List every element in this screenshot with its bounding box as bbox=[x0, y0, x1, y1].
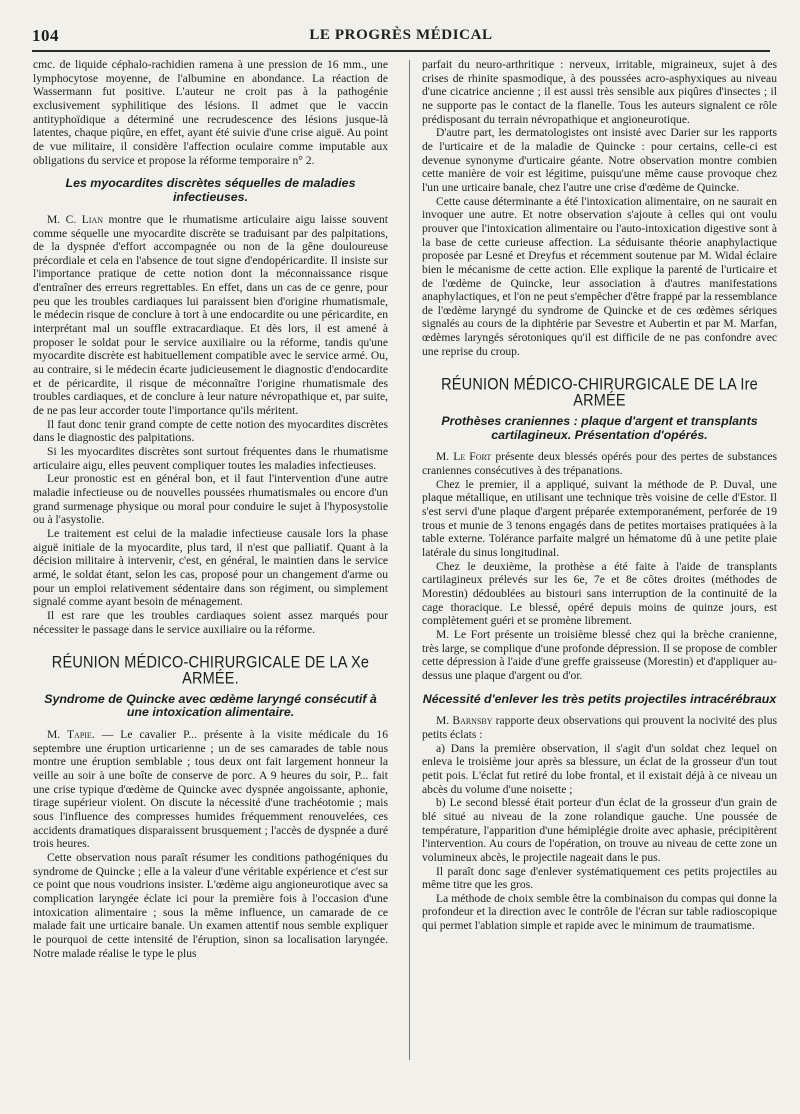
paragraph bbox=[422, 450, 777, 477]
society-heading-xe-armee: RÉUNION MÉDICO-CHIRURGICALE DE LA Xe ARMÉE. bbox=[51, 653, 370, 688]
paragraph-text: montre que le rhumatisme articulaire aigu laisse souvent comme séquelle une myocardite discrète se traduisant par des palpitations, de la dyspnée d'effort accompagnée ou non de la gêne douloureuse précordiale et cela en l'absence de tout signe d'endopéricardite. Il insiste sur l'importance pratique de cette notion dont la méconnaissance risque d'entraîner des erreurs regrettables. En effet, dans un cas de ce genre, pour peu que les troubles cardiaques lui paraissent bien d'origine rhumatismale, le médecin risque de conclure à tort à une endocardite ou une péricardite, en interprétant mal un souffle extracardiaque. Et dès lors, il est amené à proposer le soldat pour le service auxiliaire ou la réforme, tandis qu'une myocardite discrète est habituellement compatible avec le service armé. Ou, au contraire, si le médecin écarte judicieusement le diagnostic d'endocardite et de péricardite, il risque de méconnaître l'origine rhumatismale des troubles cardiaques, et de conclure à leur nature névropathique et, par suite, de ne pas leur accorder toute l'importance qu'ils méritent. bbox=[33, 212, 388, 418]
paragraph bbox=[33, 728, 388, 851]
author-name: M. Barnsby bbox=[436, 714, 493, 728]
header-rule bbox=[32, 50, 770, 52]
paragraph: b) Le second blessé était porteur d'un éclat de la grosseur d'un grain de blé situé au niveau de la zone rolandique gauche. Une poussée de température, l'apparition d'une hémiplégie droite avec aphasie, précipitèrent l'intervention. Au cours de l'opération, on trouve au niveau de cette zone un volumineux abcès, le projectile nageait dans le pus. bbox=[422, 796, 777, 864]
paragraph: Il faut donc tenir grand compte de cette notion des myocardites discrètes dans le diagnostic des palpitations. bbox=[33, 417, 388, 445]
section-title-quincke: Syndrome de Quincke avec œdème laryngé consécutif à une intoxication alimentaire. bbox=[44, 691, 377, 720]
journal-title: LE PROGRÈS MÉDICAL bbox=[309, 27, 493, 43]
paragraph: Il paraît donc sage d'enlever systématiquement ces petits projectiles au même titre que les gros. bbox=[422, 864, 777, 892]
paragraph-text: rapporte deux observations qui prouvent la nocivité des plus petits éclats : bbox=[422, 714, 777, 741]
paragraph-text: présente deux blessés opérés pour des pertes de substances craniennes consécutives à des trépanations. bbox=[422, 450, 777, 477]
paragraph: parfait du neuro-arthritique : nerveux, irritable, migraineux, sujet à des crises de rhinite spasmodique, à des poussées acro-asphyxiques au niveau d'une cicatrice ancienne ; il est aussi très sensible aux piqûres d'insectes ; il ne supporte pas le contact de la flanelle. Tous les auteurs signalent ce rôle prédisposant du terrain névropathique et angioneurotique. bbox=[422, 58, 777, 126]
paragraph: Chez le deuxième, la prothèse a été faite à l'aide de transplants cartilagineux prélevés sur les 6e, 7e et 8e côtes droites (méthodes de Morestin) dédoublées au bistouri sans interruption de la continuité de la cage thoracique. Le blessé, opéré depuis moins de quinze jours, est complètement guéri et se promène librement. bbox=[422, 559, 777, 628]
paragraph bbox=[422, 714, 777, 741]
left-column bbox=[33, 58, 388, 1104]
author-name: M. Le Fort bbox=[436, 450, 492, 464]
paragraph: a) Dans la première observation, il s'agit d'un soldat chez lequel on enleva le troisième jour après sa blessure, un éclat de la grosseur d'un tout petit pois. L'éclat fut retiré du lobe frontal, et il existait déjà à ce niveau un abcès du volume d'une noisette ; bbox=[422, 741, 777, 796]
paragraph: D'autre part, les dermatologistes ont insisté avec Darier sur les rapports de l'urticaire et de la maladie de Quincke : pour certains, celle-ci est devenue synonyme d'urticaire géante. Notre observation montre combien cette manière de voir est légitime, puisqu'une même cause provoque chez l'un une urticaire banale, chez l'autre une crise d'œdème de Quincke. bbox=[422, 126, 777, 194]
paragraph-text: — Le cavalier P... présente à la visite médicale du 16 septembre une éruption urticarienne ; un de ses camarades de table nous montre une éruption semblable ; tous deux ont fait largement honneur la veille au soir à une boîte de conserve de porc. A 9 heures du soir, P... fait une crise typique d'œdème de Quincke avec dyspnée angoissante, aphonie, tirage supérieur violent. On discute la nécessité d'une trachéotomie ; mais sous l'influence des compresses humides fréquemment renouvelées, ces accidents dramatiques disparaissent brusquement ; l'accès de dyspnée a duré trois heures. bbox=[33, 728, 388, 851]
page-header bbox=[32, 26, 770, 48]
page-number: 104 bbox=[32, 26, 59, 45]
paragraph: Cette observation nous paraît résumer les conditions pathogéniques du syndrome de Quincke ; elle a la valeur d'une véritable expérience et c'est sur ce point que nous voudrions insister. L'œdème aigu angioneurotique avec sa complication laryngée éclate ici pour la première fois à l'occasion d'une intoxication alimentaire ; sous la même influence, un camarade de ce malade fait une urticaire banale. Un examen attentif nous semble expliquer le pourquoi de cette intensité de l'éruption, sinon sa localisation laryngée. Notre malade réalise le type le plus bbox=[33, 851, 388, 960]
section-title-protheses: Prothèses craniennes : plaque d'argent et transplants cartilagineux. Présentation d'opérés. bbox=[441, 413, 758, 442]
paragraph: Il est rare que les troubles cardiaques soient assez marqués pour nécessiter le passage dans le service auxiliaire ou la réforme. bbox=[33, 608, 388, 636]
society-heading-ire-armee: RÉUNION MÉDICO-CHIRURGICALE DE LA Ire ARMÉE bbox=[441, 376, 758, 411]
paragraph: Leur pronostic est en général bon, et il faut l'intervention d'une autre maladie infectieuse ou de nouvelles poussées rhumatismales ou encore d'un grand surmenage physique ou moral pour conduire le sujet à l'hyposystolie ou à l'asystolie. bbox=[33, 472, 388, 527]
author-name: M. Tapie. bbox=[47, 728, 95, 742]
paragraph: Cette cause déterminante a été l'intoxication alimentaire, on ne saurait en invoquer une autre. Et notre observation s'ajoute à celles qui ont voulu prouver que l'intoxication alimentaire ou l'auto-intoxication digestive sont à la base de cette curieuse affection. La séduisante théorie anaphylactique proposée par Lesné et Dreyfus et récemment soutenue par M. Widal éclaire bien le mécanisme de cette action. Elle explique la parenté de l'urticaire et de l'œdème de Quincke, leur association à d'autres manifestations anaphylactiques, et l'on ne peut s'empêcher d'être frappé par la ressemblance de l'œdème laryngé du syndrome de Quincke et de ces œdèmes sériques signalés au cours de la diphtérie par Sevestre et Aubertin et par M. Marfan, œdèmes laryngés sérotoniques qu'il est difficile de ne pas confondre avec une reprise du croup. bbox=[422, 194, 777, 358]
paragraph: Le traitement est celui de la maladie infectieuse causale lors la phase aiguë initiale de la myocardite, plus tard, il n'est que palliatif. Quant à la décision militaire à intervenir, c'est, en général, le maintien dans le service armé, le soldat étant, selon les cas, proposé pour un changement d'arme ou pour un emploi relativement sédentaire dans son régiment, ou simplement signalé comme ayant besoin de ménagement. bbox=[33, 526, 388, 609]
paragraph: Si les myocardites discrètes sont surtout fréquentes dans le rhumatisme articulaire aigu, elles peuvent compliquer toutes les maladies infectieuses. bbox=[33, 445, 388, 472]
paragraph: La méthode de choix semble être la combinaison du compas qui donne la profondeur et la direction avec le contrôle de l'écran sur table radioscopique qui permet l'ablation simple et rapide avec le minimum de traumatisme. bbox=[422, 891, 777, 933]
right-column bbox=[422, 58, 777, 1104]
author-name: M. C. Lian bbox=[47, 212, 104, 226]
column-divider bbox=[409, 60, 410, 1060]
paragraph: M. Le Fort présente un troisième blessé chez qui la brèche cranienne, très large, se complique d'une profonde dépression. Il se propose de combler cette dépression à l'aide d'une greffe graisseuse (Morestin) et d'appliquer au-dessus une plaque d'argent ou d'or. bbox=[422, 627, 777, 682]
section-title-projectiles: Nécessité d'enlever les très petits projectiles intracérébraux bbox=[422, 691, 777, 706]
section-title-myocardites: Les myocardites discrètes séquelles de maladies infectieuses. bbox=[65, 176, 356, 205]
paragraph bbox=[33, 213, 388, 418]
paragraph: Chez le premier, il a appliqué, suivant la méthode de P. Duval, une plaque métallique, en utilisant une technique très voisine de celle d'Estor. Il s'est servi d'une plaque d'argent préparée extemporanément, perforée de 19 trous et munie de 3 tenons engagés dans de petites mortaises pratiquées à la table externe. Tolérance parfaite malgré un hématome dû à une petite plaie latérale du sinus longitudinal. bbox=[422, 477, 777, 559]
opening-paragraph: cmc. de liquide céphalo-rachidien ramena à une pression de 16 mm., une lymphocytose moyenne, de l'albumine en abondance. La réaction de Wassermann fut positive. L'auteur ne croit pas à la pathogénie exclusivement syphilitique des lésions. Il admet que le vaccin antityphoïdique a déterminé une recrudescence des lésions jusque-là latentes, chaque piqûre, en effet, ayant été suivie d'une crise aiguë. Au point de vue militaire, il considère l'affection oculaire comme imputable aux obligations du service et propose la réforme temporaire n° 2. bbox=[33, 58, 388, 167]
